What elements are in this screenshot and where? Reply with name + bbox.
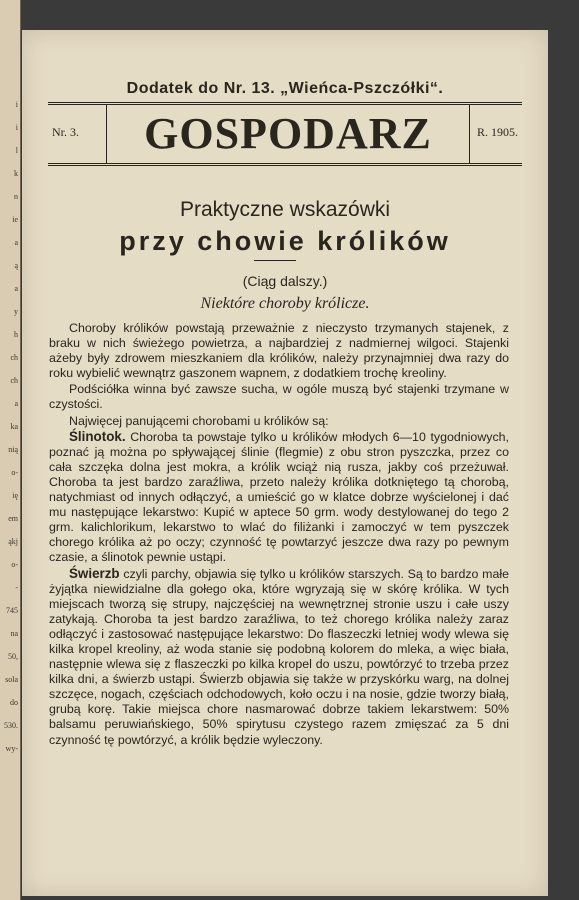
article-subtitle: Praktyczne wskazówki	[179, 198, 391, 221]
margin-fragment: wy-	[5, 744, 18, 753]
margin-fragment: o-	[11, 468, 18, 477]
margin-fragment: ch	[10, 376, 18, 385]
paragraph	[49, 413, 509, 429]
margin-fragment: ię	[12, 491, 18, 500]
section-heading: Niektóre choroby królicze.	[200, 295, 370, 312]
margin-fragment: l	[15, 146, 18, 155]
paragraph-text: Choroby królików powstają przeważnie z nieczysto trzymanych stajenek, z braku w nich świeżego powietrza, a najbardziej z nadmiernej wilgoci. Stajenki ażeby były zdrowem mieszkaniem dla królików, należy przynajmniej dwa razy do roku wybielić wewnątrz gaszonem wapnem, z dodatkiem trochę kreoliny.	[49, 321, 509, 381]
margin-fragment: sola	[5, 675, 18, 684]
paragraph	[49, 566, 509, 748]
margin-fragment: k	[14, 169, 18, 178]
margin-fragment: nią	[8, 445, 18, 454]
margin-fragment: do	[10, 698, 18, 707]
paragraph-lead: Świerzb	[69, 565, 120, 581]
issue-year: R. 1905.	[476, 125, 518, 139]
masthead	[48, 102, 522, 166]
issue-number: Nr. 3.	[52, 125, 79, 139]
newspaper-page	[22, 30, 548, 896]
title-divider	[254, 260, 296, 261]
paragraph	[49, 429, 509, 566]
margin-fragment: a	[14, 399, 18, 408]
margin-fragment: a	[14, 284, 18, 293]
margin-fragment: ch	[10, 353, 18, 362]
paragraph-text: Podściółka winna być zawsze sucha, w ogóle muszą być stajenki trzymane w czystości.	[49, 382, 509, 412]
margin-fragment: 530.	[4, 721, 18, 730]
adjacent-page-edge	[0, 0, 21, 900]
margin-fragment: ąkj	[8, 537, 18, 546]
margin-fragment: ą	[14, 261, 18, 270]
margin-fragment: o-	[11, 560, 18, 569]
paragraph	[49, 320, 509, 381]
margin-fragment: ka	[10, 422, 18, 431]
margin-fragment: ie	[12, 215, 18, 224]
margin-fragment: 745	[6, 606, 18, 615]
paragraph-text: Choroba ta powstaje tylko u królików młodych 6—10 tygodniowych, poznać ją można po spływającej ślinie (flegmie) z obu stron pyszczka, przez co cała szczęka dolna jest mokra, a królik wciąż nią rusza, jakby coś przeżuwał. Choroba ta jest bardzo zaraźliwa, przeto należy królika dotkniętego tą chorobą, natychmiast od innych odłączyć, a umieścić go w klatce dobrze wyścielonej i dać mu następujące lekarstwo: Kupić w aptece 50 grm. wody destylowanej do tego 2 grm. kalichlorikum, lekarstwo to wlać do filiżanki i zamoczyć w tem pyszczek chorego królika aż po oczy; czynność tę powtarzyć jeszcze dwa razy po pewnym czasie, a ślinotok pewnie ustąpi.	[49, 429, 509, 565]
article-body	[49, 320, 509, 748]
supplement-line: Dodatek do Nr. 13. „Wieńca-Pszczółki“.	[126, 80, 444, 97]
margin-fragment: -	[15, 583, 18, 592]
margin-fragment: na	[10, 629, 18, 638]
masthead-title: GOSPODARZ	[106, 105, 470, 163]
paragraph-text: Najwięcej panującemi chorobami u królików są:	[69, 413, 329, 428]
article-title: przy chowie królików	[119, 226, 451, 256]
margin-fragment: a	[14, 238, 18, 247]
margin-fragment: 50,	[8, 652, 18, 661]
margin-fragment: em	[8, 514, 18, 523]
continuation-note: (Ciąg dalszy.)	[242, 273, 328, 289]
paragraph	[49, 381, 509, 412]
margin-fragment: i	[15, 100, 18, 109]
margin-fragment: y	[14, 307, 18, 316]
margin-fragment: h	[14, 330, 18, 339]
paragraph-text: czyli parchy, objawia się tylko u królików starszych. Są to bardzo małe żyjątka niewidzialne dla gołego oka, które wgryzają się w skórę królika. W tych miejscach tworzą się strupy, najczęściej na wewnętrznej stronie uszu i całe uszy zatykają. Choroba ta jest bardzo zaraźliwa, to też chorego królika należy zaraz odłączyć i zastosować następujące lekarstwo: Do flaszeczki letniej wody wlewa się kilka kropel kreoliny, aż woda stanie się podobną kolorem do mleka, a więc biała, następnie wlewa się z flaszeczki po kilka kropel do uszu, powtórzyć to trzeba przez kilka dni, a świerzb ustąpi. Świerzb objawia się także w przyskórku warg, na dolnej szczęce, nogach, częściach odchodowych, koło oczu i na nosie, gdzie tworzy białą, grubą korę. Takie miejsca chore nasmarować dobrze takiem lekarstwem: 50% balsamu peruwiańskiego, 50% spirytusu czystego razem zmięszać za 5 dni czynność tę powtórzyć, a królik będzie wyleczony.	[49, 566, 509, 747]
margin-fragment: n	[14, 192, 18, 201]
margin-fragment: i	[15, 123, 18, 132]
paragraph-lead: Ślinotok.	[69, 428, 126, 444]
